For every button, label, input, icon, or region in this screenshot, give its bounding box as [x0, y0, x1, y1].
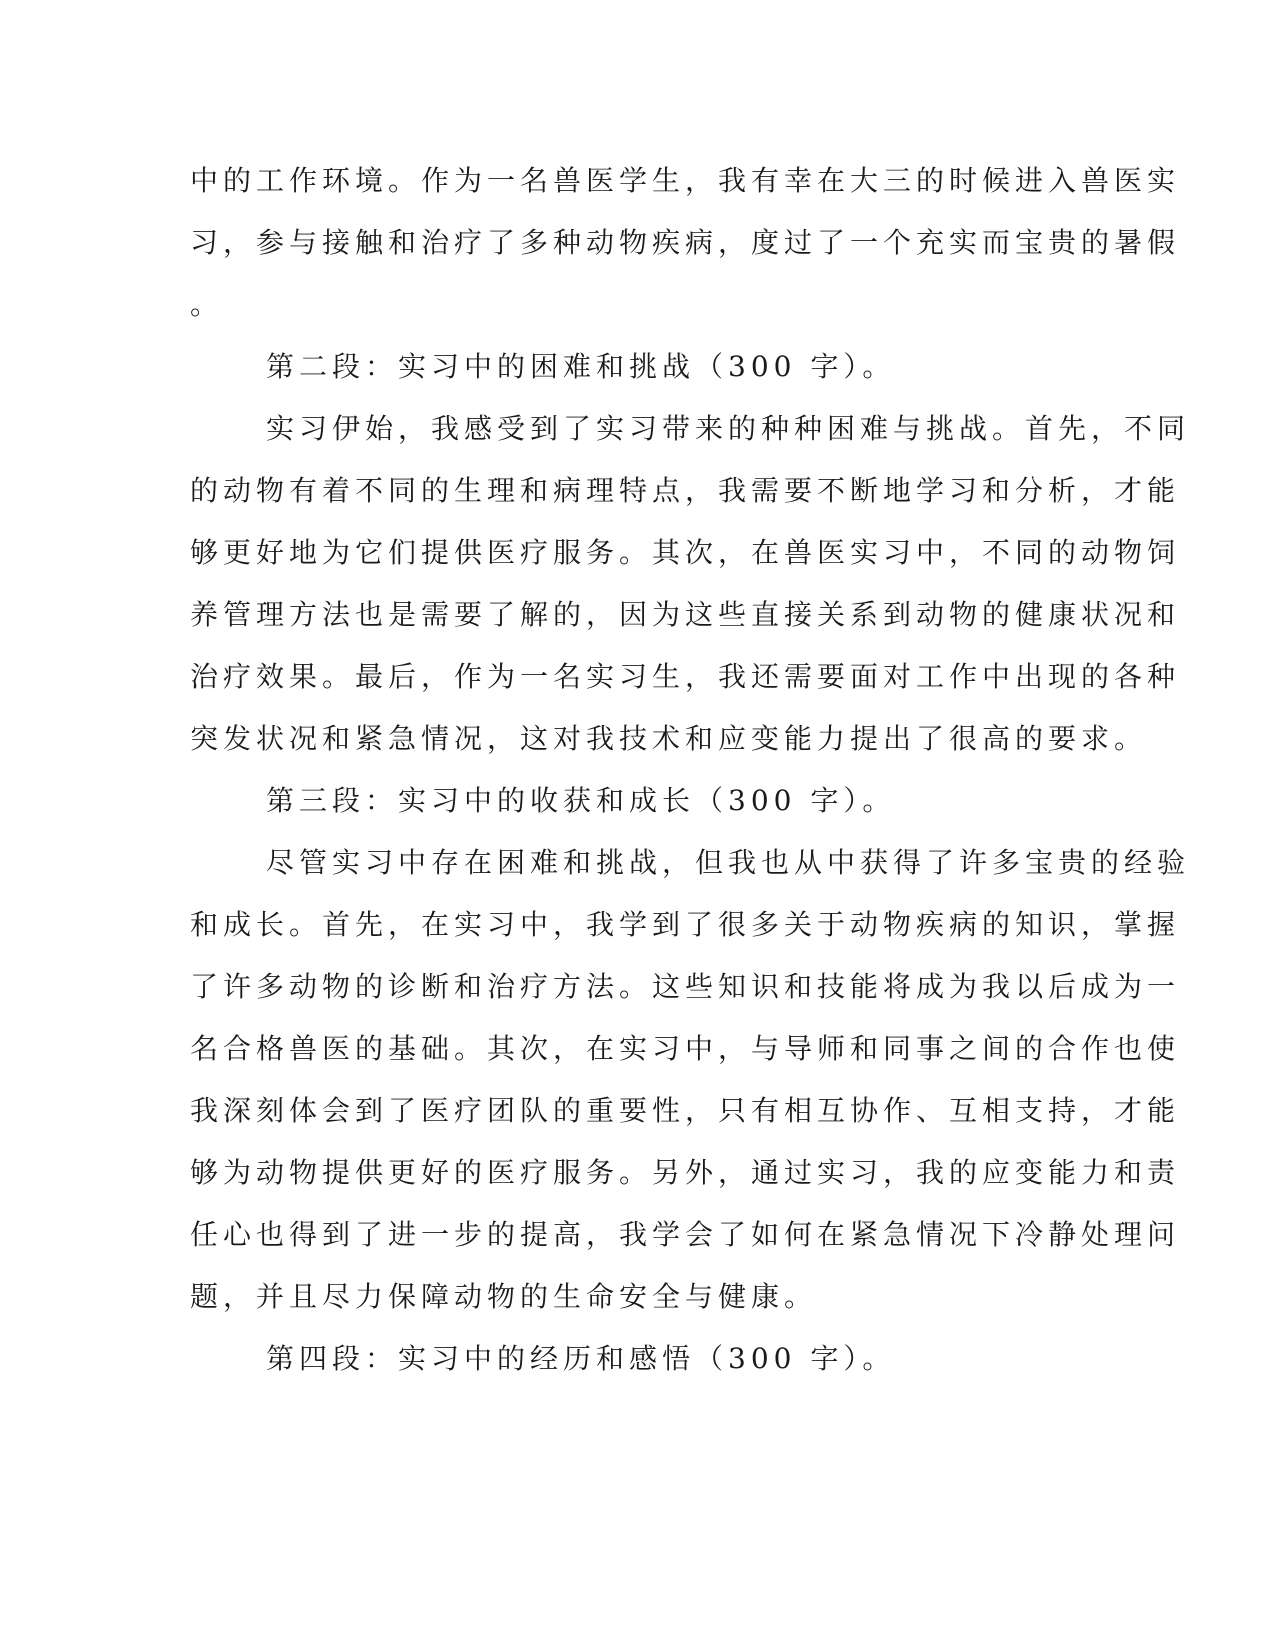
section-heading-4: 第四段：实习中的经历和感悟（300 字）。 — [266, 1342, 896, 1375]
section-heading-2: 第二段：实习中的困难和挑战（300 字）。 — [266, 350, 896, 383]
section-heading-3: 第三段：实习中的收获和成长（300 字）。 — [266, 784, 896, 817]
text-line: 名合格兽医的基础。其次，在实习中，与导师和同事之间的合作也使 — [190, 1032, 1181, 1065]
text-line: 实习伊始，我感受到了实习带来的种种困难与挑战。首先，不同 — [266, 412, 1191, 445]
text-line: 养管理方法也是需要了解的，因为这些直接关系到动物的健康状况和 — [190, 598, 1181, 631]
text-line: 够为动物提供更好的医疗服务。另外，通过实习，我的应变能力和责 — [190, 1156, 1181, 1189]
text-line: 的动物有着不同的生理和病理特点，我需要不断地学习和分析，才能 — [190, 474, 1181, 507]
text-line: 。 — [190, 288, 224, 321]
text-line: 题，并且尽力保障动物的生命安全与健康。 — [190, 1280, 818, 1313]
text-line: 治疗效果。最后，作为一名实习生，我还需要面对工作中出现的各种 — [190, 660, 1181, 693]
text-line: 我深刻体会到了医疗团队的重要性，只有相互协作、互相支持，才能 — [190, 1094, 1181, 1127]
text-line: 尽管实习中存在困难和挑战，但我也从中获得了许多宝贵的经验 — [266, 846, 1191, 879]
text-line: 突发状况和紧急情况，这对我技术和应变能力提出了很高的要求。 — [190, 722, 1148, 755]
document-body — [190, 150, 1191, 1390]
text-line: 和成长。首先，在实习中，我学到了很多关于动物疾病的知识，掌握 — [190, 908, 1181, 941]
text-line: 习，参与接触和治疗了多种动物疾病，度过了一个充实而宝贵的暑假 — [190, 226, 1181, 259]
text-line: 任心也得到了进一步的提高，我学会了如何在紧急情况下冷静处理问 — [190, 1218, 1181, 1251]
text-line: 了许多动物的诊断和治疗方法。这些知识和技能将成为我以后成为一 — [190, 970, 1181, 1003]
text-line: 够更好地为它们提供医疗服务。其次，在兽医实习中，不同的动物饲 — [190, 536, 1181, 569]
text-line: 中的工作环境。作为一名兽医学生，我有幸在大三的时候进入兽医实 — [190, 164, 1181, 197]
